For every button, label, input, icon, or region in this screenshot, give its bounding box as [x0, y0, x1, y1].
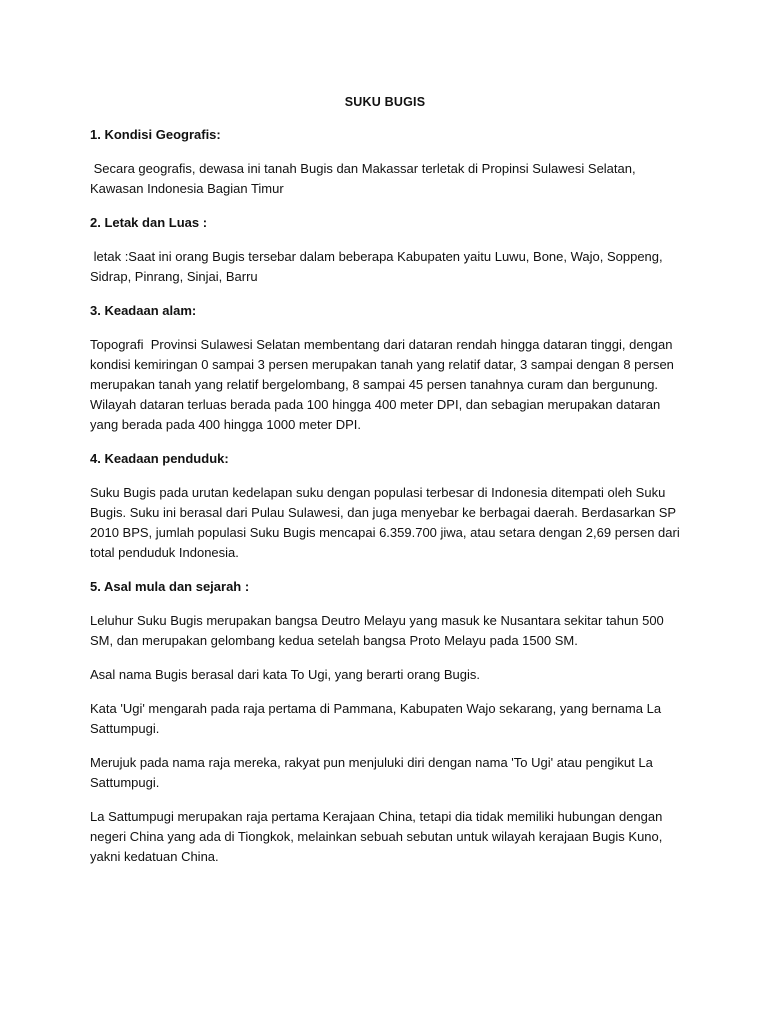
- document-title: SUKU BUGIS: [344, 95, 426, 109]
- section-heading: 1. Kondisi Geografis:: [90, 127, 221, 142]
- paragraph: letak :Saat ini orang Bugis tersebar dalam beberapa Kabupaten yaitu Luwu, Bone, Wajo, Soppeng, Sidrap, Pinrang, Sinjai, Barru: [90, 249, 667, 284]
- paragraph: La Sattumpugi merupakan raja pertama Kerajaan China, tetapi dia tidak memiliki hubungan dengan negeri China yang ada di Tiongkok, melainkan sebuah sebutan untuk wilayah kerajaan Bugis Kuno, yakni kedatuan China.: [90, 809, 667, 864]
- section-heading: 2. Letak dan Luas :: [90, 215, 208, 230]
- section-kondisi-geografis: [90, 125, 680, 199]
- paragraph: Merujuk pada nama raja mereka, rakyat pun menjuluki diri dengan nama 'To Ugi' atau pengikut La Sattumpugi.: [90, 755, 657, 790]
- document-page: [90, 92, 684, 881]
- section-heading: 3. Keadaan alam:: [90, 303, 197, 318]
- section-keadaan-penduduk: [90, 449, 684, 563]
- section-asal-mula-dan-sejarah: [90, 577, 680, 867]
- section-keadaan-alam: [90, 301, 680, 435]
- paragraph: Suku Bugis pada urutan kedelapan suku dengan populasi terbesar di Indonesia ditempati oleh Suku Bugis. Suku ini berasal dari Pulau Sulawesi, dan juga menyebar ke berbagai daerah. Berdasarkan SP 2010 BPS, jumlah populasi Suku Bugis mencapai 6.359.700 jiwa, atau setara dengan 2,69 persen dari total penduduk Indonesia.: [90, 485, 684, 560]
- paragraph: Leluhur Suku Bugis merupakan bangsa Deutro Melayu yang masuk ke Nusantara sekitar tahun 500 SM, dan merupakan gelombang kedua setelah bangsa Proto Melayu pada 1500 SM.: [90, 613, 668, 648]
- section-letak-dan-luas: [90, 213, 680, 287]
- paragraph: Secara geografis, dewasa ini tanah Bugis dan Makassar terletak di Propinsi Sulawesi Selatan, Kawasan Indonesia Bagian Timur: [90, 161, 640, 196]
- paragraph: Asal nama Bugis berasal dari kata To Ugi, yang berarti orang Bugis.: [90, 667, 480, 682]
- paragraph: Topografi Provinsi Sulawesi Selatan membentang dari dataran rendah hingga dataran tinggi, dengan kondisi kemiringan 0 sampai 3 persen merupakan tanah yang relatif datar, 3 sampai dengan 8 persen merupakan tanah yang relatif bergelombang, 8 sampai 45 persen tanahnya curam dan bergunung. Wilayah dataran terluas berada pada 100 hingga 400 meter DPI, dan sebagian merupakan dataran yang berada pada 400 hingga 1000 meter DPI.: [90, 337, 678, 432]
- section-heading: 5. Asal mula dan sejarah :: [90, 579, 250, 594]
- section-heading: 4. Keadaan penduduk:: [90, 451, 229, 466]
- paragraph: Kata 'Ugi' mengarah pada raja pertama di Pammana, Kabupaten Wajo sekarang, yang bernama La Sattumpugi.: [90, 701, 665, 736]
